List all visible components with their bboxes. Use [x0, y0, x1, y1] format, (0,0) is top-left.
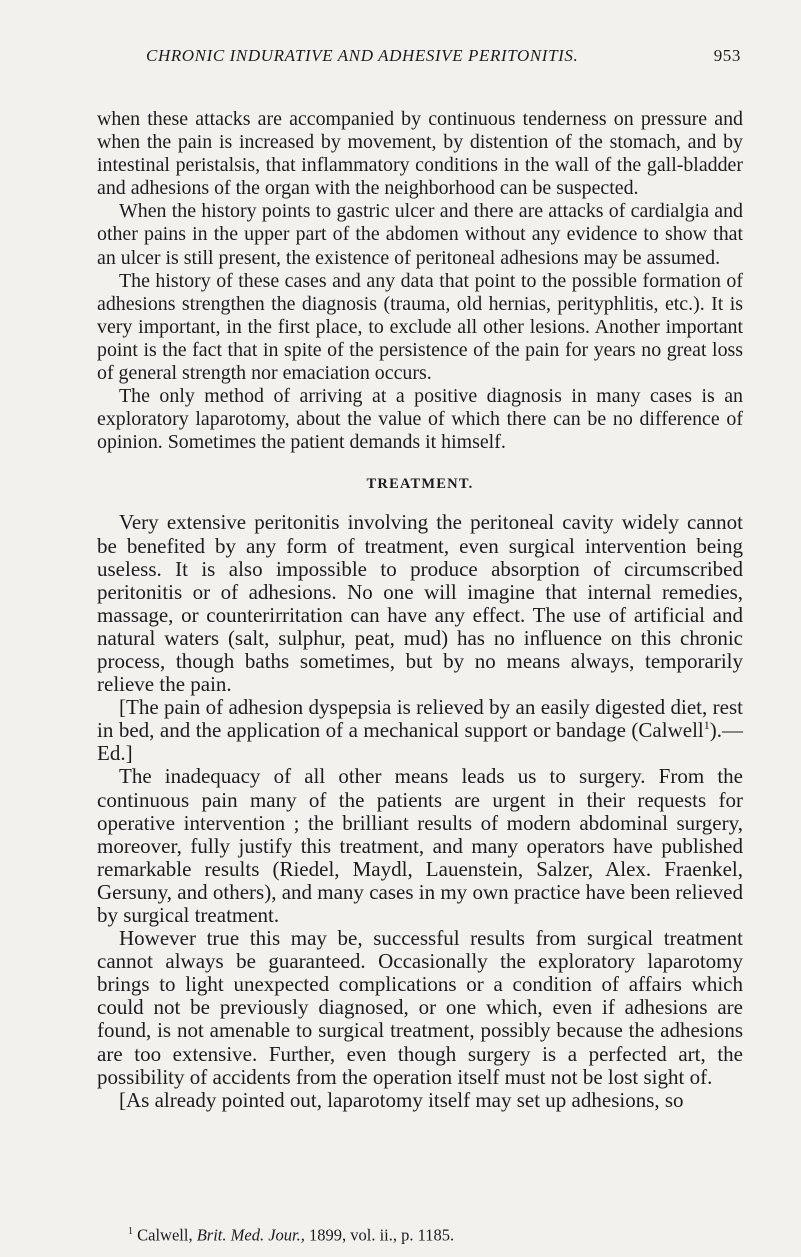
footnote-reference[interactable]: 1: [703, 718, 710, 733]
footnote-journal: Brit. Med. Jour.,: [196, 1225, 305, 1245]
paragraph-text: ).—Ed.]: [97, 718, 743, 766]
paragraph: When the history points to gastric ulcer and there are attacks of cardialgia and other pains in the upper part of the abdomen without any evidence to show that an ulcer is still present, the existence of peritoneal adhesions may be assumed.: [97, 200, 743, 269]
paragraph: The history of these cases and any data that point to the possible formation of adhesions strengthen the diagnosis (trauma, old hernias, perityphlitis, etc.). It is very important, in the first place, to exclude all other lesions. Another important point is the fact that in spite of the persistence of the pain for years no great loss of general strength nor emaciation occurs.: [97, 269, 743, 385]
paragraph: Very extensive peritonitis involving the peritoneal cavity widely cannot be benefited by any form of treatment, even surgical intervention being useless. It is also impossible to produce absorption of circumscribed peritonitis or of adhesions. No one will imagine that internal remedies, massage, or counterirritation can have any effect. The use of artificial and natural waters (salt, sulphur, peat, mud) has no influence on this chronic process, though baths sometimes, but by no means always, temporarily relieve the pain.: [97, 510, 743, 697]
running-title: CHRONIC INDURATIVE AND ADHESIVE PERITONITIS.: [146, 46, 579, 65]
paragraph: [97, 696, 743, 765]
section-heading: TREATMENT.: [366, 476, 474, 493]
paragraph: The inadequacy of all other means leads us to surgery. From the continuous pain many of the patients are urgent in their requests for operative intervention ; the brilliant results of modern abdominal surgery, moreover, fully justify this treatment, and many operators have published remarkable results (Riedel, Maydl, Lauenstein, Salzer, Alex. Fraenkel, Gersuny, and others), and many cases in my own practice have been relieved by surgical treatment.: [97, 764, 743, 927]
footnote-author: Calwell,: [137, 1225, 193, 1245]
treatment-section: [97, 511, 743, 1111]
paragraph: when these attacks are accompanied by continuous tenderness on pressure and when the pain is increased by movement, by distention of the stomach, and by intestinal peristalsis, that inflammatory conditions in the wall of the gall-bladder and adhesions of the organ with the neighborhood can be suspected.: [97, 108, 743, 200]
page-body: [97, 108, 743, 1112]
diagnosis-section: [97, 108, 743, 454]
paragraph: [As already pointed out, laparotomy itself may set up adhesions, so: [119, 1087, 684, 1112]
footnote: [128, 1222, 748, 1246]
paragraph: The only method of arriving at a positive diagnosis in many cases is an exploratory laparotomy, about the value of which there can be no difference of opinion. Sometimes the patient demands it himself.: [97, 385, 743, 454]
footnote-details: 1899, vol. ii., p. 1185.: [308, 1225, 455, 1245]
paragraph-text: [The pain of adhesion dyspepsia is relieved by an easily digested diet, rest in bed, and the application of a mechanical support or bandage (Calwell: [97, 695, 743, 743]
page-number: 953: [713, 46, 741, 65]
paragraph: However true this may be, successful results from surgical treatment cannot always be guaranteed. Occasionally the exploratory laparotomy brings to light unexpected complications or a condition of affairs which could not be previously diagnosed, or one which, even if adhesions are found, is not amenable to surgical treatment, possibly because the adhesions are too extensive. Further, even though surgery is a perfected art, the possibility of accidents from the operation itself must not be lost sight of.: [97, 926, 743, 1089]
footnote-marker: 1: [128, 1226, 133, 1237]
